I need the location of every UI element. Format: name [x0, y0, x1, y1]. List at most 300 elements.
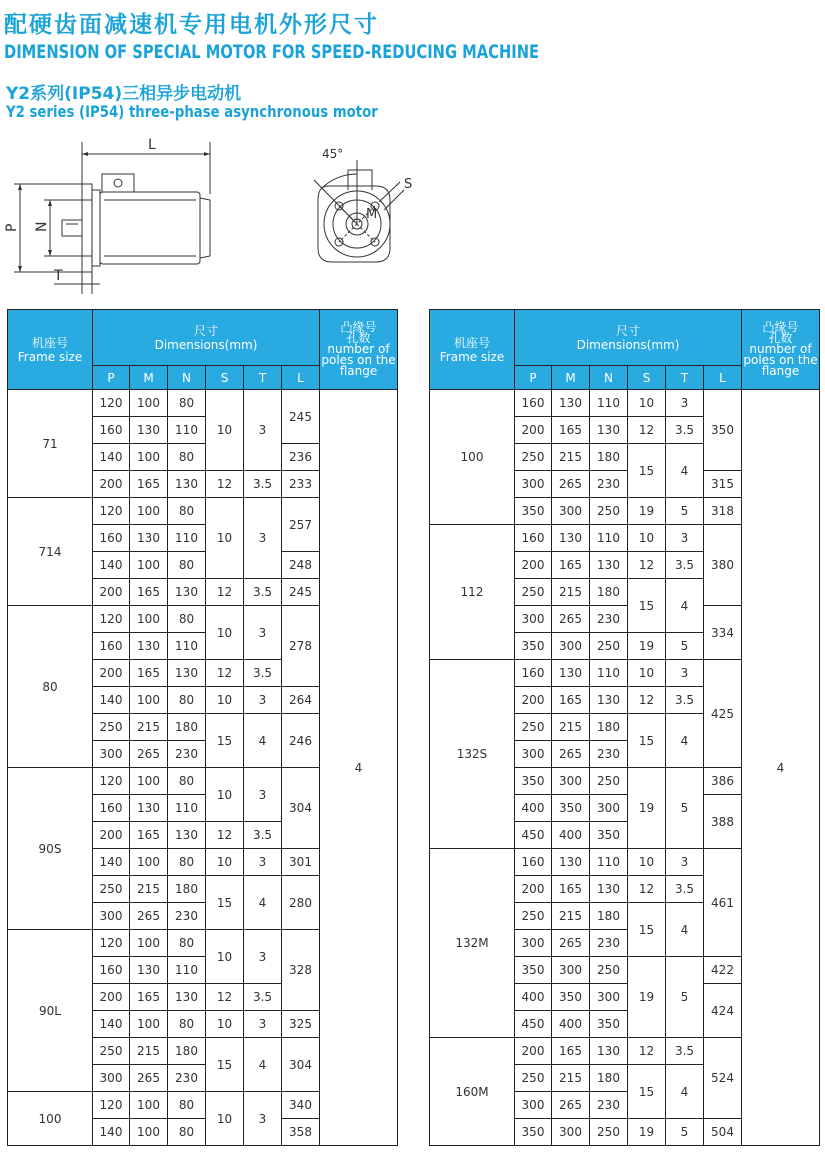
cell-P: 200	[93, 660, 130, 687]
col-header-N: N	[590, 366, 628, 390]
cell-P: 250	[93, 714, 130, 741]
cell-N: 80	[168, 552, 206, 579]
cell-N: 180	[590, 1065, 628, 1092]
cell-M: 165	[552, 687, 590, 714]
cell-frame-size: 132S	[430, 660, 515, 849]
cell-P: 160	[515, 525, 552, 552]
cell-P: 140	[93, 552, 130, 579]
cell-M: 215	[130, 1038, 168, 1065]
cell-T: 4	[666, 903, 704, 957]
cell-T: 3	[244, 930, 282, 984]
cell-M: 265	[552, 606, 590, 633]
cell-M: 265	[130, 903, 168, 930]
cell-M: 400	[552, 1011, 590, 1038]
page-title-en: DIMENSION OF SPECIAL MOTOR FOR SPEED-REDUCING MACHINE	[4, 41, 540, 63]
cell-S: 10	[206, 498, 244, 579]
cell-P: 200	[515, 1038, 552, 1065]
cell-L: 350	[704, 390, 742, 471]
cell-M: 100	[130, 444, 168, 471]
cell-S: 19	[628, 1119, 666, 1146]
cell-N: 110	[590, 660, 628, 687]
cell-T: 4	[666, 579, 704, 633]
cell-N: 80	[168, 1092, 206, 1119]
cell-N: 80	[168, 444, 206, 471]
cell-M: 215	[552, 579, 590, 606]
table-row	[8, 390, 398, 417]
cell-N: 80	[168, 930, 206, 957]
cell-P: 140	[93, 849, 130, 876]
cell-N: 110	[590, 525, 628, 552]
cell-T: 3.5	[666, 687, 704, 714]
cell-S: 15	[628, 579, 666, 633]
cell-M: 215	[552, 714, 590, 741]
cell-M: 130	[130, 957, 168, 984]
cell-frame-size: 714	[8, 498, 93, 606]
cell-N: 110	[168, 957, 206, 984]
col-header-P: P	[515, 366, 552, 390]
cell-S: 15	[628, 1065, 666, 1119]
cell-N: 300	[590, 795, 628, 822]
cell-M: 130	[552, 660, 590, 687]
cell-N: 110	[168, 417, 206, 444]
cell-frame-size: 71	[8, 390, 93, 498]
cell-P: 120	[93, 390, 130, 417]
cell-P: 350	[515, 498, 552, 525]
col-header-M: M	[130, 366, 168, 390]
cell-S: 15	[206, 876, 244, 930]
cell-S: 15	[628, 903, 666, 957]
cell-M: 100	[130, 498, 168, 525]
cell-M: 100	[130, 1011, 168, 1038]
cell-L: 318	[704, 498, 742, 525]
cell-P: 350	[515, 957, 552, 984]
cell-S: 10	[206, 849, 244, 876]
cell-M: 100	[130, 390, 168, 417]
cell-L: 524	[704, 1038, 742, 1119]
cell-N: 250	[590, 498, 628, 525]
cell-L: 236	[282, 444, 320, 471]
cell-T: 3.5	[244, 822, 282, 849]
cell-S: 10	[628, 390, 666, 417]
cell-P: 140	[93, 687, 130, 714]
label-S: S	[404, 177, 413, 192]
cell-P: 200	[93, 984, 130, 1011]
cell-N: 80	[168, 849, 206, 876]
cell-N: 350	[590, 822, 628, 849]
col-header-T: T	[244, 366, 282, 390]
cell-T: 3	[244, 1011, 282, 1038]
frame-size-header: 机座号 Frame size	[8, 310, 93, 390]
cell-M: 265	[130, 741, 168, 768]
cell-P: 400	[515, 795, 552, 822]
cell-N: 130	[590, 876, 628, 903]
cell-P: 300	[93, 741, 130, 768]
cell-M: 130	[552, 525, 590, 552]
cell-P: 250	[515, 903, 552, 930]
cell-P: 300	[93, 1065, 130, 1092]
table-row	[430, 390, 820, 417]
cell-M: 100	[130, 849, 168, 876]
cell-T: 4	[244, 1038, 282, 1092]
cell-L: 264	[282, 687, 320, 714]
cell-S: 19	[628, 768, 666, 849]
cell-M: 100	[130, 930, 168, 957]
cell-N: 250	[590, 1119, 628, 1146]
cell-M: 215	[552, 903, 590, 930]
cell-M: 265	[552, 930, 590, 957]
col-header-T: T	[666, 366, 704, 390]
col-header-L: L	[282, 366, 320, 390]
cell-T: 4	[244, 714, 282, 768]
cell-N: 80	[168, 1119, 206, 1146]
cell-L: 504	[704, 1119, 742, 1146]
cell-P: 350	[515, 768, 552, 795]
cell-N: 180	[590, 714, 628, 741]
frame-size-header: 机座号 Frame size	[430, 310, 515, 390]
cell-L: 315	[704, 471, 742, 498]
cell-S: 10	[628, 525, 666, 552]
cell-N: 180	[168, 1038, 206, 1065]
cell-N: 130	[590, 417, 628, 444]
cell-S: 10	[206, 687, 244, 714]
cell-T: 3.5	[244, 471, 282, 498]
cell-T: 3	[666, 849, 704, 876]
cell-T: 3.5	[666, 1038, 704, 1065]
cell-L: 301	[282, 849, 320, 876]
label-T: T	[54, 268, 63, 284]
cell-P: 160	[515, 660, 552, 687]
page-title-cn: 配硬齿面减速机专用电机外形尺寸	[4, 12, 379, 38]
cell-P: 250	[515, 579, 552, 606]
cell-N: 130	[168, 822, 206, 849]
cell-N: 110	[168, 795, 206, 822]
cell-T: 5	[666, 768, 704, 849]
cell-S: 12	[628, 876, 666, 903]
cell-N: 180	[590, 579, 628, 606]
cell-L: 334	[704, 606, 742, 660]
cell-S: 15	[628, 444, 666, 498]
cell-T: 3.5	[666, 417, 704, 444]
cell-P: 250	[93, 1038, 130, 1065]
cell-N: 80	[168, 390, 206, 417]
cell-M: 300	[552, 1119, 590, 1146]
cell-poles: 4	[320, 390, 398, 1146]
cell-M: 165	[130, 471, 168, 498]
cell-T: 3	[244, 1092, 282, 1146]
cell-frame-size: 90S	[8, 768, 93, 930]
cell-T: 5	[666, 498, 704, 525]
cell-M: 130	[130, 417, 168, 444]
motor-side-view-diagram	[4, 134, 224, 298]
label-L: L	[148, 137, 156, 153]
col-header-P: P	[93, 366, 130, 390]
cell-M: 165	[130, 822, 168, 849]
cell-S: 10	[206, 606, 244, 660]
cell-M: 350	[552, 984, 590, 1011]
cell-M: 165	[552, 417, 590, 444]
cell-M: 300	[552, 633, 590, 660]
cell-T: 3	[666, 660, 704, 687]
col-header-L: L	[704, 366, 742, 390]
cell-L: 304	[282, 768, 320, 849]
col-header-N: N	[168, 366, 206, 390]
cell-P: 200	[515, 417, 552, 444]
cell-P: 160	[515, 849, 552, 876]
cell-M: 165	[552, 876, 590, 903]
cell-T: 3.5	[244, 660, 282, 687]
cell-L: 304	[282, 1038, 320, 1092]
cell-P: 300	[515, 471, 552, 498]
cell-M: 165	[552, 552, 590, 579]
cell-N: 250	[590, 957, 628, 984]
cell-S: 12	[206, 984, 244, 1011]
cell-P: 160	[93, 957, 130, 984]
cell-T: 4	[666, 444, 704, 498]
cell-T: 3	[244, 849, 282, 876]
cell-P: 160	[93, 417, 130, 444]
label-N: N	[34, 221, 50, 232]
cell-N: 130	[168, 984, 206, 1011]
cell-N: 230	[168, 741, 206, 768]
cell-M: 100	[130, 1092, 168, 1119]
cell-S: 10	[628, 849, 666, 876]
cell-L: 278	[282, 606, 320, 687]
cell-T: 3	[244, 768, 282, 822]
cell-M: 165	[130, 660, 168, 687]
cell-S: 10	[206, 1011, 244, 1038]
cell-N: 110	[590, 390, 628, 417]
cell-M: 100	[130, 687, 168, 714]
cell-S: 10	[206, 390, 244, 471]
series-subtitle-cn: Y2系列(IP54)三相异步电动机	[6, 84, 242, 104]
cell-L: 380	[704, 525, 742, 606]
cell-P: 140	[93, 1011, 130, 1038]
cell-M: 215	[130, 714, 168, 741]
cell-S: 12	[628, 417, 666, 444]
cell-poles: 4	[742, 390, 820, 1146]
cell-L: 248	[282, 552, 320, 579]
cell-T: 3	[244, 687, 282, 714]
cell-L: 386	[704, 768, 742, 795]
cell-S: 19	[628, 498, 666, 525]
cell-frame-size: 112	[430, 525, 515, 660]
cell-S: 15	[206, 714, 244, 768]
cell-M: 130	[552, 390, 590, 417]
cell-P: 300	[515, 606, 552, 633]
cell-T: 4	[244, 876, 282, 930]
cell-M: 350	[552, 795, 590, 822]
cell-P: 140	[93, 444, 130, 471]
cell-P: 300	[515, 1092, 552, 1119]
cell-N: 80	[168, 687, 206, 714]
cell-S: 12	[628, 1038, 666, 1065]
cell-S: 10	[206, 1092, 244, 1146]
cell-P: 450	[515, 1011, 552, 1038]
cell-M: 300	[552, 498, 590, 525]
cell-S: 12	[628, 552, 666, 579]
cell-S: 12	[206, 822, 244, 849]
cell-M: 130	[552, 849, 590, 876]
label-M: M	[366, 207, 378, 222]
cell-S: 12	[206, 660, 244, 687]
cell-M: 130	[130, 525, 168, 552]
cell-N: 80	[168, 498, 206, 525]
cell-L: 257	[282, 498, 320, 552]
cell-P: 200	[515, 552, 552, 579]
dimensions-header: 尺寸 Dimensions(mm)	[515, 310, 742, 366]
cell-M: 215	[552, 444, 590, 471]
cell-T: 3	[244, 498, 282, 579]
cell-N: 130	[168, 579, 206, 606]
cell-T: 5	[666, 633, 704, 660]
cell-T: 4	[666, 1065, 704, 1119]
cell-L: 340	[282, 1092, 320, 1119]
cell-N: 230	[590, 471, 628, 498]
series-subtitle-en: Y2 series (IP54) three-phase asynchronous motor	[6, 102, 378, 121]
cell-N: 130	[590, 687, 628, 714]
cell-P: 160	[93, 525, 130, 552]
cell-P: 200	[93, 471, 130, 498]
cell-N: 230	[168, 903, 206, 930]
cell-S: 15	[206, 1038, 244, 1092]
cell-S: 15	[628, 714, 666, 768]
cell-N: 250	[590, 633, 628, 660]
label-P: P	[4, 223, 20, 232]
cell-P: 250	[515, 714, 552, 741]
cell-L: 424	[704, 984, 742, 1038]
cell-P: 250	[93, 876, 130, 903]
cell-S: 10	[206, 930, 244, 984]
cell-M: 165	[130, 579, 168, 606]
cell-M: 165	[552, 1038, 590, 1065]
cell-N: 110	[590, 849, 628, 876]
cell-frame-size: 90L	[8, 930, 93, 1092]
cell-N: 230	[590, 606, 628, 633]
cell-N: 180	[168, 714, 206, 741]
cell-P: 120	[93, 1092, 130, 1119]
cell-P: 300	[515, 930, 552, 957]
cell-T: 3.5	[666, 876, 704, 903]
cell-N: 230	[590, 1092, 628, 1119]
cell-N: 80	[168, 1011, 206, 1038]
cell-frame-size: 100	[430, 390, 515, 525]
cell-M: 165	[130, 984, 168, 1011]
cell-M: 215	[130, 876, 168, 903]
cell-frame-size: 100	[8, 1092, 93, 1146]
cell-T: 3	[666, 390, 704, 417]
flange-poles-header: 凸缘号 孔数 number of poles on the flange	[742, 310, 820, 390]
cell-S: 19	[628, 633, 666, 660]
cell-P: 250	[515, 1065, 552, 1092]
cell-N: 110	[168, 525, 206, 552]
cell-P: 120	[93, 930, 130, 957]
cell-S: 12	[628, 687, 666, 714]
cell-P: 160	[93, 795, 130, 822]
cell-T: 3.5	[666, 552, 704, 579]
label-angle: 45°	[322, 147, 344, 161]
cell-M: 130	[130, 633, 168, 660]
cell-P: 160	[515, 390, 552, 417]
motor-flange-view-diagram	[300, 140, 450, 280]
col-header-M: M	[552, 366, 590, 390]
cell-M: 100	[130, 552, 168, 579]
cell-N: 230	[168, 1065, 206, 1092]
cell-T: 3	[244, 606, 282, 660]
cell-M: 265	[130, 1065, 168, 1092]
cell-frame-size: 160M	[430, 1038, 515, 1146]
cell-N: 130	[590, 552, 628, 579]
cell-S: 19	[628, 957, 666, 1038]
cell-M: 300	[552, 957, 590, 984]
cell-M: 300	[552, 768, 590, 795]
cell-T: 3	[666, 525, 704, 552]
cell-M: 100	[130, 606, 168, 633]
cell-L: 245	[282, 390, 320, 444]
cell-P: 350	[515, 633, 552, 660]
cell-L: 325	[282, 1011, 320, 1038]
cell-P: 200	[515, 876, 552, 903]
cell-N: 180	[590, 444, 628, 471]
cell-N: 230	[590, 930, 628, 957]
cell-P: 160	[93, 633, 130, 660]
dimensions-header: 尺寸 Dimensions(mm)	[93, 310, 320, 366]
cell-M: 100	[130, 1119, 168, 1146]
cell-P: 120	[93, 606, 130, 633]
col-header-S: S	[628, 366, 666, 390]
cell-P: 200	[93, 579, 130, 606]
col-header-S: S	[206, 366, 244, 390]
cell-N: 130	[168, 471, 206, 498]
cell-N: 130	[590, 1038, 628, 1065]
cell-L: 245	[282, 579, 320, 606]
cell-M: 100	[130, 768, 168, 795]
cell-T: 3.5	[244, 579, 282, 606]
cell-L: 328	[282, 930, 320, 1011]
cell-P: 350	[515, 1119, 552, 1146]
flange-poles-header: 凸缘号 孔数 number of poles on the flange	[320, 310, 398, 390]
cell-S: 10	[628, 660, 666, 687]
cell-N: 180	[590, 903, 628, 930]
cell-N: 110	[168, 633, 206, 660]
cell-M: 265	[552, 471, 590, 498]
cell-N: 130	[168, 660, 206, 687]
cell-M: 130	[130, 795, 168, 822]
cell-T: 3.5	[244, 984, 282, 1011]
cell-N: 250	[590, 768, 628, 795]
cell-M: 215	[552, 1065, 590, 1092]
cell-L: 422	[704, 957, 742, 984]
cell-L: 246	[282, 714, 320, 768]
cell-P: 140	[93, 1119, 130, 1146]
cell-L: 233	[282, 471, 320, 498]
cell-L: 388	[704, 795, 742, 849]
cell-P: 200	[93, 822, 130, 849]
cell-frame-size: 132M	[430, 849, 515, 1038]
cell-N: 230	[590, 741, 628, 768]
cell-M: 265	[552, 1092, 590, 1119]
cell-P: 120	[93, 768, 130, 795]
cell-N: 80	[168, 606, 206, 633]
cell-L: 358	[282, 1119, 320, 1146]
cell-L: 280	[282, 876, 320, 930]
right-dimension-table	[429, 309, 820, 1146]
cell-frame-size: 80	[8, 606, 93, 768]
cell-N: 180	[168, 876, 206, 903]
cell-P: 120	[93, 498, 130, 525]
cell-L: 461	[704, 849, 742, 957]
cell-M: 265	[552, 741, 590, 768]
cell-N: 350	[590, 1011, 628, 1038]
